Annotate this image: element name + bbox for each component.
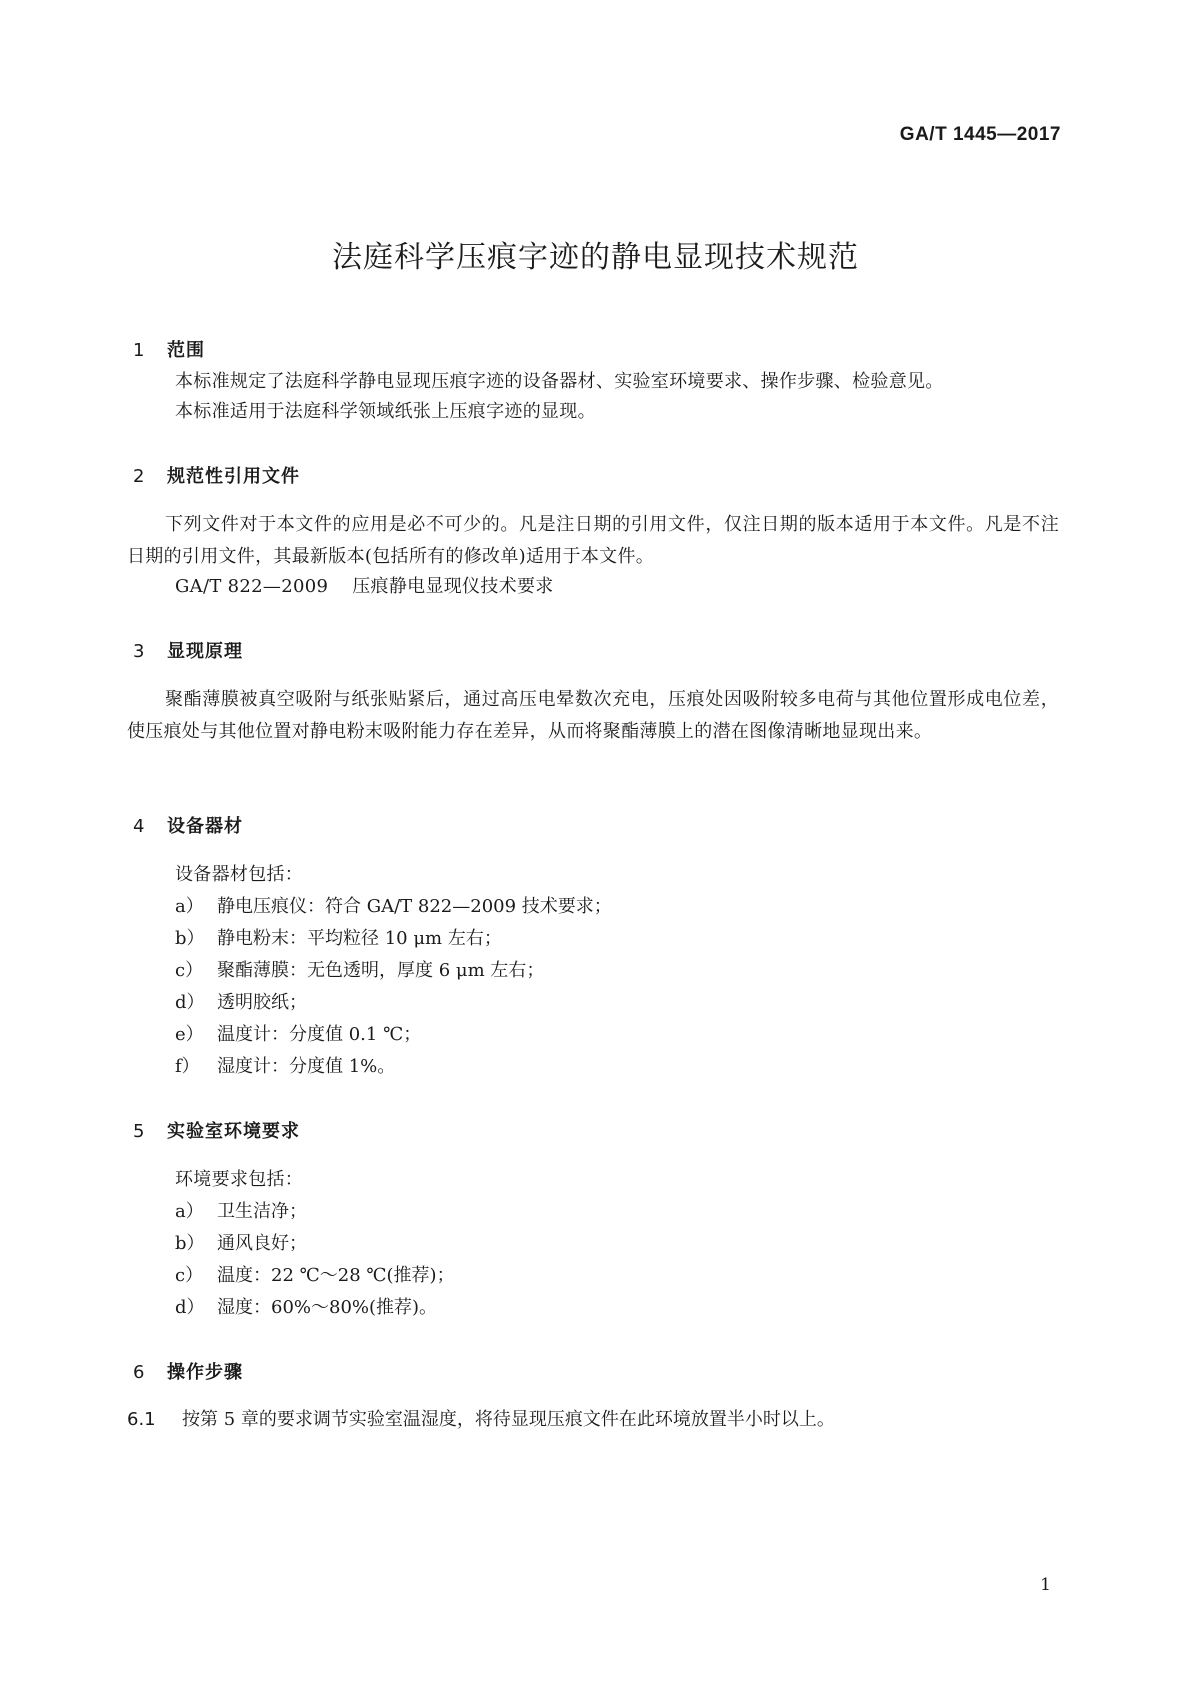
list-item [175, 1260, 455, 1292]
normative-reference [175, 571, 554, 603]
clause-text: 按第 5 章的要求调节实验室温湿度，将待显现压痕文件在此环境放置半小时以上。 [182, 1409, 835, 1430]
list-text: 通风良好； [217, 1233, 307, 1254]
list-item [175, 923, 502, 955]
section-title: 显现原理 [167, 641, 243, 662]
list-text: 聚酯薄膜：无色透明，厚度 6 μm 左右； [217, 960, 545, 981]
document-title: 法庭科学压痕字迹的静电显现技术规范 [332, 240, 859, 275]
reference-code: GA/T 822—2009 [175, 576, 329, 597]
list-marker: b） [175, 928, 205, 949]
section-4-intro: 设备器材包括： [175, 864, 304, 885]
list-item [175, 987, 307, 1019]
section-1-paragraph-1: 本标准规定了法庭科学静电显现压痕字迹的设备器材、实验室环境要求、操作步骤、检验意见。 [175, 371, 944, 392]
standard-code: GA/T 1445—2017 [899, 124, 1061, 145]
list-item [175, 1196, 307, 1228]
section-6-heading [133, 1358, 243, 1384]
list-marker: e） [175, 1024, 204, 1045]
list-text: 温度计：分度值 0.1 ℃； [217, 1024, 422, 1045]
list-text: 温度：22 ℃～28 ℃(推荐)； [217, 1265, 455, 1286]
section-number: 4 [133, 816, 146, 837]
clause-6-1 [127, 1404, 835, 1436]
section-5-heading [133, 1117, 300, 1143]
section-2-paragraph: 下列文件对于本文件的应用是必不可少的。凡是注日期的引用文件，仅注日期的版本适用于本文件。凡是不注日期的引用文件，其最新版本(包括所有的修改单)适用于本文件。 [127, 514, 1059, 567]
list-marker: b） [175, 1233, 205, 1254]
list-item [175, 1228, 307, 1260]
list-text: 静电压痕仪：符合 GA/T 822—2009 技术要求； [217, 896, 612, 917]
section-number: 3 [133, 641, 146, 662]
section-title: 范围 [167, 340, 205, 361]
section-number: 1 [133, 340, 146, 361]
section-3-paragraph: 聚酯薄膜被真空吸附与纸张贴紧后，通过高压电晕数次充电，压痕处因吸附较多电荷与其他位置形成电位差，使压痕处与其他位置对静电粉末吸附能力存在差异，从而将聚酯薄膜上的潜在图像清晰地显现出来。 [127, 689, 1059, 742]
list-text: 静电粉末：平均粒径 10 μm 左右； [217, 928, 502, 949]
section-1-paragraph-2: 本标准适用于法庭科学领域纸张上压痕字迹的显现。 [175, 401, 596, 422]
list-text: 透明胶纸； [217, 992, 307, 1013]
clause-number: 6.1 [127, 1409, 156, 1430]
list-item [175, 891, 612, 923]
list-marker: c） [175, 960, 204, 981]
list-marker: a） [175, 1201, 204, 1222]
list-item [175, 1019, 421, 1051]
list-text: 卫生洁净； [217, 1201, 307, 1222]
list-marker: f） [175, 1056, 200, 1077]
list-marker: d） [175, 992, 205, 1013]
list-item [175, 955, 544, 987]
reference-title: 压痕静电显现仪技术要求 [352, 576, 554, 597]
section-number: 6 [133, 1362, 146, 1383]
page-number: 1 [1040, 1575, 1051, 1595]
list-marker: c） [175, 1265, 204, 1286]
section-title: 实验室环境要求 [167, 1121, 300, 1142]
list-text: 湿度：60%～80%(推荐)。 [217, 1297, 438, 1318]
list-item [175, 1292, 437, 1324]
list-marker: d） [175, 1297, 205, 1318]
section-number: 2 [133, 466, 146, 487]
section-5-intro: 环境要求包括： [175, 1169, 304, 1190]
section-1-heading [133, 336, 205, 362]
list-text: 湿度计：分度值 1%。 [217, 1056, 396, 1077]
list-item [175, 1051, 395, 1083]
section-title: 规范性引用文件 [167, 466, 300, 487]
section-4-heading [133, 812, 243, 838]
section-title: 操作步骤 [167, 1362, 243, 1383]
section-3-heading [133, 637, 243, 663]
section-2-heading [133, 462, 300, 488]
list-marker: a） [175, 896, 204, 917]
section-title: 设备器材 [167, 816, 243, 837]
section-number: 5 [133, 1121, 146, 1142]
